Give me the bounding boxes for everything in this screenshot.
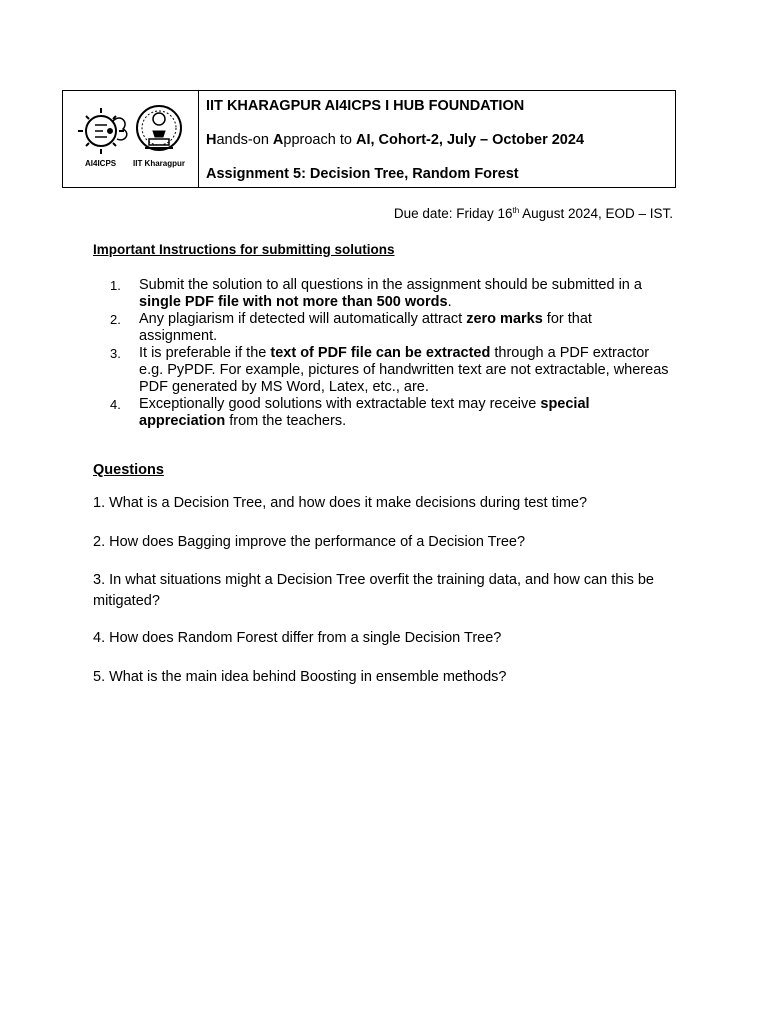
question-4: 4. How does Random Forest differ from a single Decision Tree? bbox=[93, 630, 502, 646]
instruction-text-c: for that assignment. bbox=[139, 311, 592, 344]
course-h: H bbox=[206, 132, 217, 148]
instruction-text-bold: special appreciation bbox=[139, 396, 590, 429]
logos bbox=[63, 91, 199, 189]
question-1: 1. What is a Decision Tree, and how does it make decisions during test time? bbox=[93, 495, 588, 511]
instruction-number: 2. bbox=[110, 312, 121, 327]
question-3: 3. In what situations might a Decision Tree overfit the training data, and how can this be mitigated? bbox=[93, 572, 654, 609]
instruction-text-c: . bbox=[447, 294, 452, 310]
instruction-text-a: Exceptionally good solutions with extractable text may receive bbox=[139, 396, 541, 412]
instruction-text bbox=[139, 396, 670, 430]
iit-kharagpur-emblem-icon bbox=[137, 106, 181, 150]
due-sup: th bbox=[512, 206, 520, 215]
question-5: 5. What is the main idea behind Boosting in ensemble methods? bbox=[93, 669, 507, 685]
ai4icps-logo-icon bbox=[78, 108, 127, 154]
instruction-item bbox=[110, 396, 670, 430]
title-cell bbox=[199, 91, 675, 187]
instruction-text-bold: text of PDF file can be extracted bbox=[270, 345, 491, 361]
instruction-text-a: Submit the solution to all questions in the assignment should be submitted in a bbox=[139, 277, 642, 293]
due-after: August 2024, EOD – IST. bbox=[519, 206, 673, 221]
iit-kharagpur-caption: IIT Kharagpur bbox=[133, 159, 186, 168]
instruction-text-c: through a PDF extractor e.g. PyPDF. For example, pictures of handwritten text are not extractable, whereas PDF generated by MS Word, Latex, etc., are. bbox=[139, 345, 669, 395]
instruction-text bbox=[139, 277, 670, 311]
header-box bbox=[62, 90, 676, 188]
course-cohort: AI, Cohort-2, July – October 2024 bbox=[355, 132, 585, 148]
instruction-text-bold: single PDF file with not more than 500 words bbox=[139, 294, 448, 310]
assignment-title: Assignment 5: Decision Tree, Random Forest bbox=[206, 166, 519, 182]
course-prefix: ands-on bbox=[216, 132, 273, 148]
question-2: 2. How does Bagging improve the performance of a Decision Tree? bbox=[93, 534, 526, 550]
instruction-item bbox=[110, 311, 670, 345]
due-before: Due date: Friday 16 bbox=[393, 206, 513, 221]
instruction-text-bold: zero marks bbox=[466, 311, 543, 327]
instruction-number: 3. bbox=[110, 346, 121, 361]
instruction-text bbox=[139, 345, 670, 396]
instruction-text-c: from the teachers. bbox=[225, 413, 347, 429]
instruction-text bbox=[139, 311, 670, 345]
questions-title: Questions bbox=[93, 462, 164, 478]
due-date bbox=[394, 206, 673, 221]
instructions-list bbox=[110, 277, 670, 430]
org-title: IIT KHARAGPUR AI4ICPS I HUB FOUNDATION bbox=[206, 98, 525, 114]
instruction-item bbox=[110, 345, 670, 396]
instruction-text-a: Any plagiarism if detected will automatically attract bbox=[139, 311, 467, 327]
course-title bbox=[206, 132, 584, 148]
instruction-number: 4. bbox=[110, 397, 121, 412]
instruction-item bbox=[110, 277, 670, 311]
course-a: A bbox=[272, 132, 284, 148]
instruction-text-a: It is preferable if the bbox=[139, 345, 271, 361]
logo-cell bbox=[63, 91, 199, 187]
ai4icps-caption: AI4ICPS bbox=[85, 159, 117, 168]
instructions-title: Important Instructions for submitting solutions bbox=[93, 242, 395, 257]
instruction-number: 1. bbox=[110, 278, 121, 293]
course-mid: pproach to bbox=[283, 132, 356, 148]
